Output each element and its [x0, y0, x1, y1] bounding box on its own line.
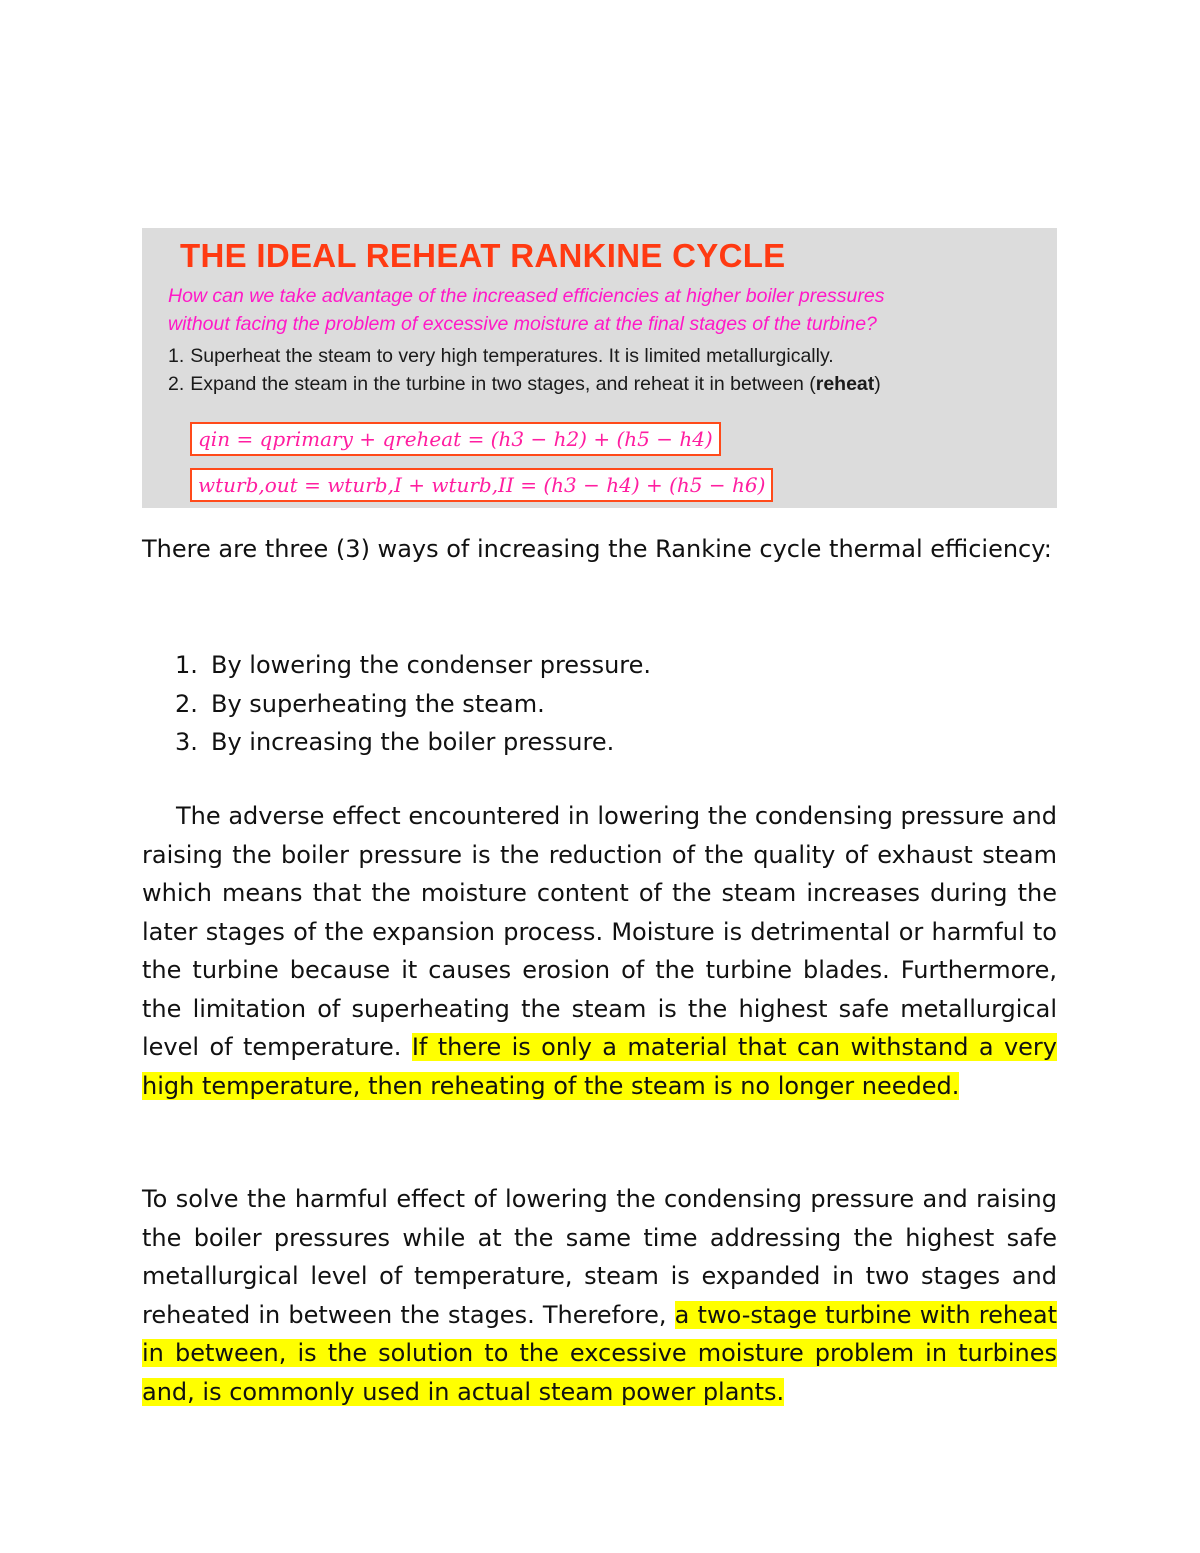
paragraph-text: The adverse effect encountered in lowering the condensing pressure and raising the boiler pressure is the reduction of the quality of exhaust steam which means that the moisture content of the steam increases during the later stages of the expansion process. Moisture is detrimental or harmful to the turbine because it causes erosion of the turbine blades. Furthermore, the limitation of superheating the steam is the highest safe metallurgical level of temperature.: [142, 802, 1057, 1061]
highlighted-text: If there is only a material that can withstand a very high temperature, then reheating of the steam is no longer needed.: [142, 1033, 1057, 1100]
ways-item: [175, 723, 651, 762]
slide-list-bold: reheat: [815, 373, 875, 395]
intro-paragraph: There are three (3) ways of increasing the Rankine cycle thermal efficiency:: [142, 535, 1052, 563]
paragraph-text: To solve the harmful effect of lowering the condensing pressure and raising the boiler pressures while at the same time addressing the highest safe metallurgical level of temperature, steam is expanded in two stages and reheated in between the stages. Therefore,: [142, 1185, 1057, 1329]
slide-list-text: Expand the steam in the turbine in two stages, and reheat it in between (: [190, 373, 816, 395]
adverse-effect-paragraph: [142, 797, 1057, 1105]
slide-list-number: 2.: [168, 373, 185, 395]
slide-list-item: [168, 370, 1057, 398]
slide-image: [142, 228, 1057, 508]
ways-item: [175, 646, 651, 685]
solution-paragraph: [142, 1180, 1057, 1411]
slide-question: [168, 282, 1057, 338]
ways-number: 3.: [175, 728, 198, 756]
slide-list: [168, 342, 1057, 398]
ways-text: By superheating the steam.: [211, 689, 545, 718]
ways-number: 2.: [175, 689, 198, 718]
slide-list-text: Superheat the steam to very high temperatures. It is limited metallurgically.: [190, 345, 834, 367]
ways-number: 1.: [175, 651, 198, 679]
slide-list-text-end: ): [874, 373, 881, 395]
ways-item: [175, 685, 651, 724]
slide-question-line1: How can we take advantage of the increased efficiencies at higher boiler pressures: [168, 285, 885, 307]
slide-list-number: 1.: [168, 345, 185, 367]
slide-question-line2: without facing the problem of excessive moisture at the final stages of the turbine?: [168, 313, 877, 335]
slide-title: THE IDEAL REHEAT RANKINE CYCLE: [180, 237, 786, 274]
heat-input-equation: qin = qprimary + qreheat = (h3 − h2) + (h5 − h4): [190, 422, 721, 456]
turbine-work-equation: wturb,out = wturb,I + wturb,II = (h3 − h4) + (h5 − h6): [190, 468, 773, 502]
highlighted-text: a two-stage turbine with reheat in between, is the solution to the excessive moisture problem in turbines and, is commonly used in actual steam power plants.: [142, 1300, 1057, 1406]
ways-text: By increasing the boiler pressure.: [211, 728, 615, 756]
ways-text: By lowering the condenser pressure.: [211, 651, 652, 679]
ways-list: [175, 646, 651, 762]
slide-list-item: [168, 342, 1057, 370]
